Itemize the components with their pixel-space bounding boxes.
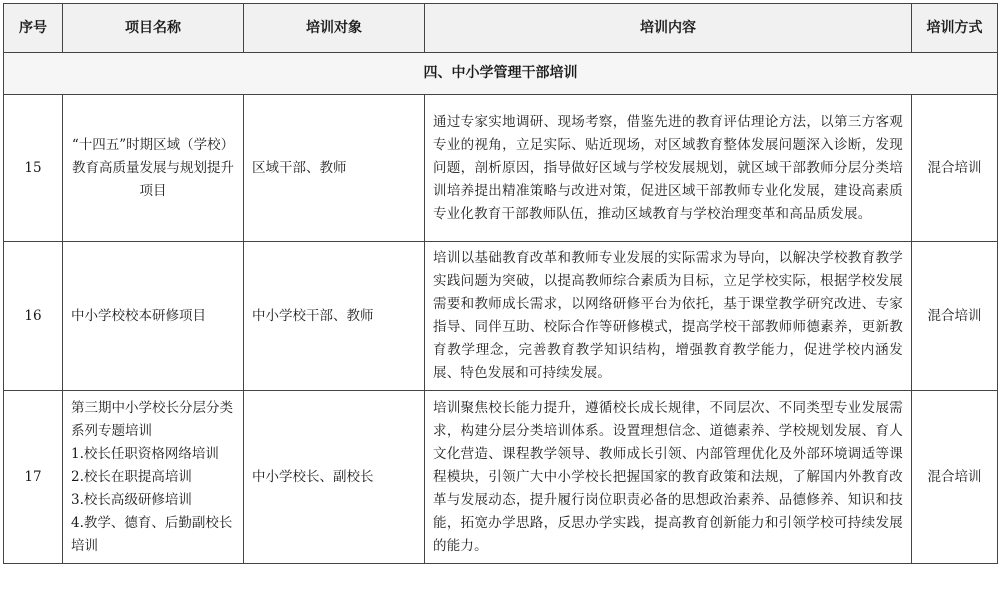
training-target: 区域干部、教师 <box>244 95 425 242</box>
project-name-line: 1.校长任职资格网络培训 <box>71 445 219 462</box>
header-no: 序号 <box>4 4 63 53</box>
training-target: 中小学校长、副校长 <box>244 391 425 564</box>
table-row <box>4 242 998 391</box>
project-name <box>63 391 244 564</box>
training-content: 培训以基础教育改革和教师专业发展的实际需求为导向，以解决学校教育教学实践问题为突破，以提高教师综合素质为目标，立足学校实际，根据学校发展需要和教师成长需求，以网络研修平台为依托，基于课堂教学研究改进、专家指导、同伴互助、校际合作等研修模式，提高学校干部教师师德素养，更新教育教学理念，完善教育教学知识结构，增强教育教学能力，促进学校内涵发展、特色发展和可持续发展。 <box>425 242 912 391</box>
row-number: 17 <box>4 391 63 564</box>
training-content: 通过专家实地调研、现场考察，借鉴先进的教育评估理论方法，以第三方客观专业的视角，立足实际、贴近现场，对区域教育整体发展问题深入诊断，发现问题，剖析原因，指导做好区域与学校发展规划，就区域干部教师分层分类培训培养提出精准策略与改进对策，促进区域干部教师专业化发展，建设高素质专业化教育干部教师队伍，推动区域教育与学校治理变革和高品质发展。 <box>425 95 912 242</box>
header-target: 培训对象 <box>244 4 425 53</box>
section-row <box>4 53 998 95</box>
training-target: 中小学校干部、教师 <box>244 242 425 391</box>
header-row <box>4 4 998 53</box>
project-name: “十四五”时期区域（学校）教育高质量发展与规划提升项目 <box>63 95 244 242</box>
header-content: 培训内容 <box>425 4 912 53</box>
table-row <box>4 95 998 242</box>
project-name: 中小学校校本研修项目 <box>63 242 244 391</box>
section-title: 四、中小学管理干部培训 <box>4 53 998 95</box>
training-mode: 混合培训 <box>912 242 998 391</box>
project-name-line: 4.教学、德育、后勤副校长培训 <box>71 514 233 554</box>
training-table <box>3 3 998 564</box>
header-mode: 培训方式 <box>912 4 998 53</box>
training-content: 培训聚焦校长能力提升，遵循校长成长规律，不同层次、不同类型专业发展需求，构建分层分类培训体系。设置理想信念、道德素养、学校规划发展、育人文化营造、课程教学领导、教师成长引领、内部管理优化及外部环境调适等课程模块，引领广大中小学校长把握国家的教育政策和法规，了解国内外教育改革与发展动态，提升履行岗位职责必备的思想政治素养、品德修养、知识和技能，拓宽办学思路，反思办学实践，提高教育创新能力和引领学校可持续发展的能力。 <box>425 391 912 564</box>
header-name: 项目名称 <box>63 4 244 53</box>
table-row <box>4 391 998 564</box>
project-name-line: 2.校长在职提高培训 <box>71 468 192 485</box>
project-name-line: 3.校长高级研修培训 <box>71 491 192 508</box>
row-number: 15 <box>4 95 63 242</box>
project-name-line: 第三期中小学校长分层分类系列专题培训 <box>71 399 233 439</box>
training-mode: 混合培训 <box>912 95 998 242</box>
row-number: 16 <box>4 242 63 391</box>
training-mode: 混合培训 <box>912 391 998 564</box>
